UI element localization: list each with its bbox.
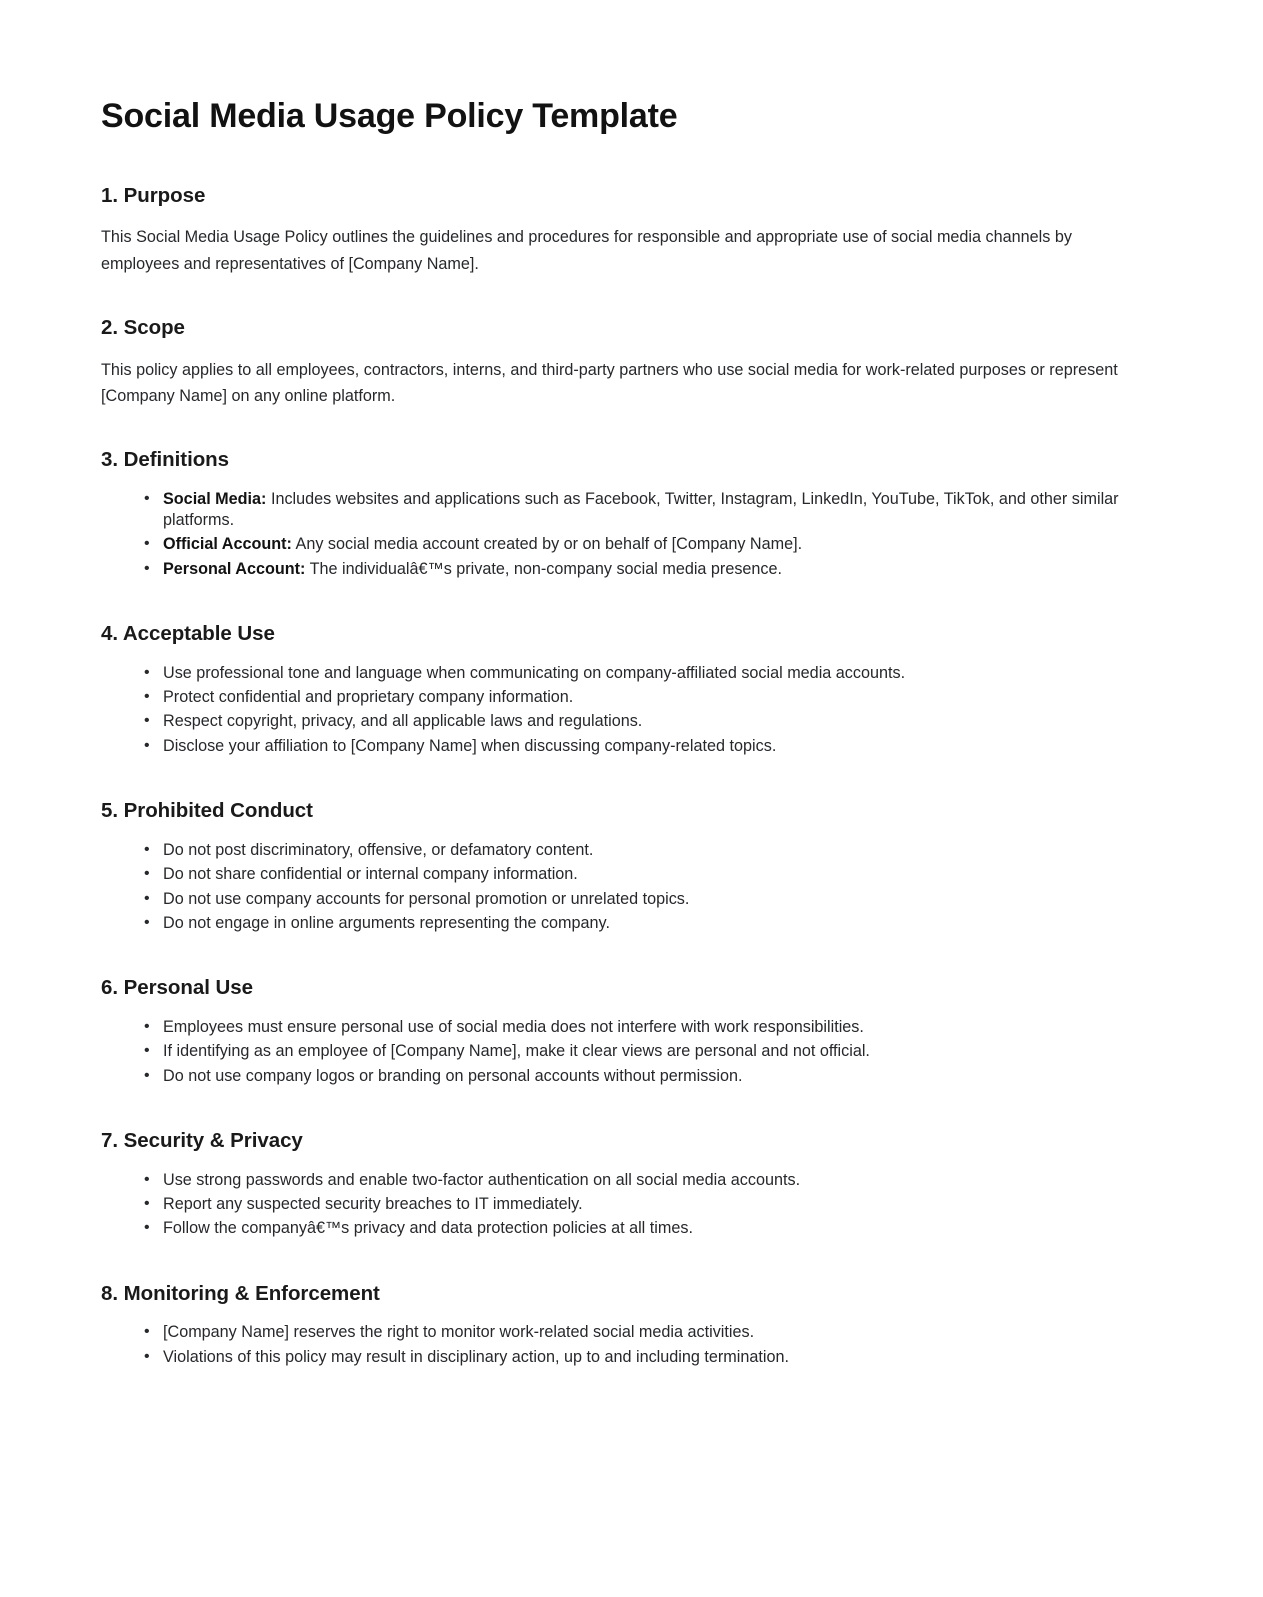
list-item-text: [Company Name] reserves the right to monitor work-related social media activities.: [163, 1323, 755, 1342]
section-spacer: [101, 1243, 1162, 1281]
document-section: [101, 798, 1162, 934]
list-item-text: Use strong passwords and enable two-factor authentication on all social media accounts.: [163, 1170, 801, 1189]
list-item: [163, 1041, 1162, 1062]
list-item-text: Employees must ensure personal use of social media does not interfere with work responsibilities.: [163, 1017, 864, 1036]
section-list: [101, 1170, 1162, 1240]
list-item: [163, 736, 1162, 757]
list-item: [163, 1347, 1162, 1368]
list-item-text: Use professional tone and language when communicating on company-affiliated social media accounts.: [163, 663, 906, 682]
list-item: [163, 913, 1162, 934]
list-item: [163, 864, 1162, 885]
list-item-text: Do not share confidential or internal company information.: [163, 865, 578, 884]
list-item: [163, 1218, 1162, 1239]
document-section: [101, 1281, 1162, 1368]
section-list: [101, 840, 1162, 935]
list-item: [163, 1170, 1162, 1191]
list-item: [163, 1194, 1162, 1215]
list-item-text: The individualâ€™s private, non-company social media presence.: [305, 559, 783, 578]
section-spacer: [101, 277, 1162, 315]
section-heading: 8. Monitoring & Enforcement: [101, 1281, 380, 1305]
section-heading: 4. Acceptable Use: [101, 622, 275, 646]
list-item-text: Any social media account created by or on behalf of [Company Name].: [291, 535, 803, 554]
list-item: [163, 663, 1162, 684]
section-spacer: [101, 937, 1162, 975]
list-item-text: If identifying as an employee of [Company Name], make it clear views are personal and not official.: [163, 1042, 870, 1061]
list-item-lead: Personal Account:: [163, 559, 306, 578]
list-item: [163, 687, 1162, 708]
list-item-text: Do not engage in online arguments representing the company.: [163, 913, 610, 932]
list-item: [163, 1066, 1162, 1087]
section-heading: 3. Definitions: [101, 447, 230, 471]
section-spacer: [101, 760, 1162, 798]
list-item-text: Includes websites and applications such as Facebook, Twitter, Instagram, LinkedIn, YouTube, TikTok, and other similar platforms.: [163, 489, 1119, 529]
section-list: [101, 1017, 1162, 1087]
section-spacer: [101, 1090, 1162, 1128]
list-item: [163, 559, 1162, 580]
section-heading: 1. Purpose: [101, 183, 206, 207]
list-item: [163, 840, 1162, 861]
document-section: [101, 975, 1162, 1087]
list-item-text: Follow the companyâ€™s privacy and data protection policies at all times.: [163, 1219, 693, 1238]
list-item: [163, 711, 1162, 732]
section-heading: 2. Scope: [101, 315, 185, 339]
list-item: [163, 1322, 1162, 1343]
section-list: [101, 1322, 1162, 1368]
sections-container: [101, 183, 1162, 1368]
section-heading: 6. Personal Use: [101, 976, 253, 1000]
section-spacer: [101, 583, 1162, 621]
section-heading: 7. Security & Privacy: [101, 1129, 303, 1153]
page-title: Social Media Usage Policy Template: [101, 97, 678, 135]
section-list: [101, 489, 1162, 581]
list-item: [163, 534, 1162, 555]
document-section: [101, 447, 1162, 580]
list-item-text: Disclose your affiliation to [Company Name] when discussing company-related topics.: [163, 736, 777, 755]
section-spacer: [101, 409, 1162, 447]
document-section: [101, 183, 1162, 277]
section-list: [101, 663, 1162, 758]
list-item-lead: Social Media:: [163, 489, 267, 508]
document-section: [101, 1128, 1162, 1240]
list-item-text: Report any suspected security breaches to IT immediately.: [163, 1195, 583, 1214]
document-section: [101, 621, 1162, 757]
section-heading: 5. Prohibited Conduct: [101, 799, 313, 823]
list-item-lead: Official Account:: [163, 535, 292, 554]
list-item: [163, 489, 1162, 532]
list-item: [163, 889, 1162, 910]
list-item-text: Violations of this policy may result in disciplinary action, up to and including termination.: [163, 1347, 789, 1366]
list-item-text: Do not use company accounts for personal promotion or unrelated topics.: [163, 889, 690, 908]
section-paragraph: This Social Media Usage Policy outlines the guidelines and procedures for responsible and appropriate use of social media channels by employees and representatives of [Company Name].: [101, 228, 1072, 273]
list-item-text: Do not post discriminatory, offensive, or defamatory content.: [163, 840, 594, 859]
list-item-text: Respect copyright, privacy, and all applicable laws and regulations.: [163, 712, 643, 731]
list-item-text: Do not use company logos or branding on personal accounts without permission.: [163, 1066, 743, 1085]
list-item: [163, 1017, 1162, 1038]
list-item-text: Protect confidential and proprietary company information.: [163, 688, 574, 707]
section-paragraph: This policy applies to all employees, contractors, interns, and third-party partners who use social media for work-related purposes or represent [Company Name] on any online platform.: [101, 360, 1118, 405]
document-section: [101, 315, 1162, 409]
